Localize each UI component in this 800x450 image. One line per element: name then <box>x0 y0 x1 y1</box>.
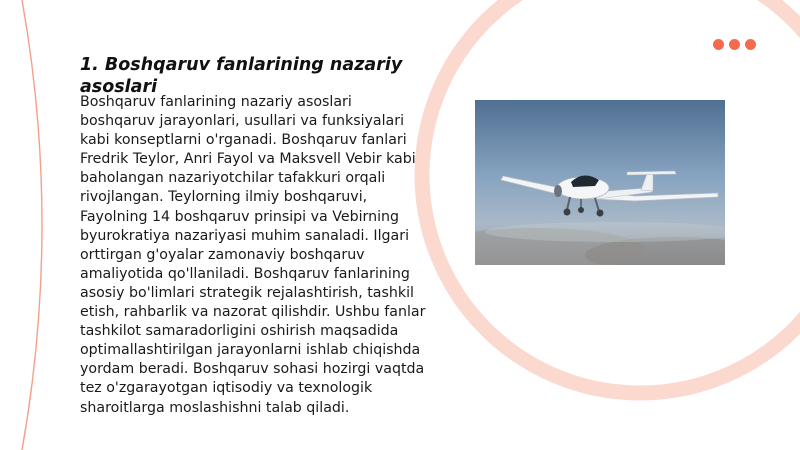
slide-title: 1. Boshqaruv fanlarining nazariy asoslari <box>80 55 403 97</box>
slide-body-text: Boshqaruv fanlarining nazariy asoslari boshqaruv jarayonlari, usullari va funksiyalari kabi konseptlarni o'rganadi. Boshqaruv fanlari Fredrik Teylor, Anri Fayol va Maksvell Vebir kabi baholangan nazariyotchilar tafakkuri orqali rivojlangan. Teylorning ilmiy boshqaruvi, Fayolning 14 boshqaruv prinsipi va Vebirning byurokratiya nazariyasi muhim sanaladi. Ilgari orttirgan g'oyalar zamonaviy boshqaruv amaliyotida qo'llaniladi. Boshqaruv fanlarining asosiy bo'limlari strategik rejalashtirish, tashkil etish, rahbarlik va nazorat qilishdir. Ushbu fanlar tashkilot samaradorligini oshirish maqsadida optimallashtirilgan jarayonlarni ishlab chiqishda yordam beradi. Boshqaruv sohasi hozirgi vaqtda tez o'zgarayotgan iqtisodiy va texnologik sharoitlarga moslashishni talab qiladi. <box>80 94 426 416</box>
dot-icon <box>745 39 756 50</box>
airplane-photo <box>475 100 725 265</box>
left-arc-line <box>22 0 42 450</box>
dot-icon <box>729 39 740 50</box>
dot-icon <box>713 39 724 50</box>
menu-dots <box>713 39 757 50</box>
